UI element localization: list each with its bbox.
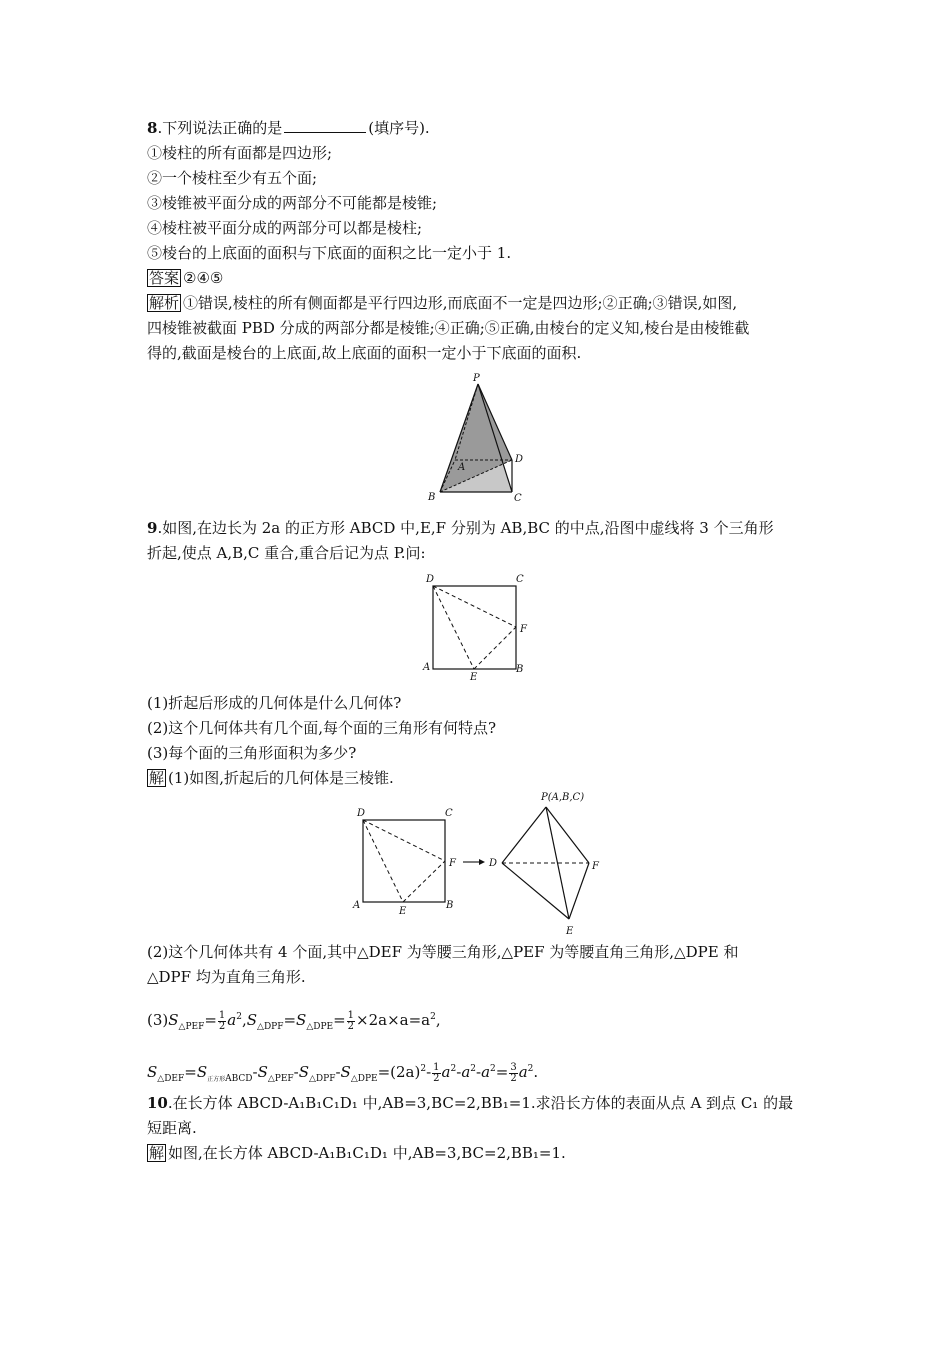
edge-fe	[569, 863, 589, 919]
label-f-tetra: F	[592, 861, 599, 872]
s-symbol: S	[296, 1011, 307, 1029]
q8-answer-value: ②④⑤	[183, 269, 224, 287]
q9-question-3: (3)每个面的三角形面积为多少?	[147, 744, 357, 762]
sub-abcd: ABCD	[225, 1074, 253, 1084]
denominator: 2	[433, 1072, 440, 1084]
a-var: a	[227, 1011, 237, 1029]
denominator: 2	[347, 1020, 355, 1032]
analysis-tag: 解析	[149, 294, 180, 312]
q10-stem-line-2: 短距离.	[147, 1119, 197, 1137]
s-symbol: S	[257, 1063, 268, 1081]
a-var: a	[518, 1063, 528, 1081]
square-abcd	[433, 586, 516, 669]
fold-de-2	[363, 820, 403, 902]
label-p: P	[473, 373, 480, 384]
half-fraction	[347, 1011, 355, 1032]
label-c: C	[445, 808, 453, 819]
q8-analysis-line-3: 得的,截面是棱台的上底面,故上底面的面积一定小于下底面的面积.	[147, 344, 582, 362]
label-d: D	[426, 574, 435, 585]
a-var: a	[481, 1063, 491, 1081]
sub-dpf: △DPF	[309, 1074, 336, 1084]
q9-stem-line-1	[147, 518, 774, 538]
numerator: 1	[347, 1009, 355, 1021]
half-fraction	[218, 1011, 226, 1032]
q9-solution-3-line-2	[147, 1056, 538, 1093]
fold-ef	[474, 627, 516, 669]
q10-solution	[147, 1143, 566, 1163]
label-e: E	[470, 672, 478, 683]
numerator: 1	[433, 1061, 440, 1073]
q8-stem-text: .下列说法正确的是	[157, 119, 283, 137]
label-b: B	[516, 664, 524, 675]
label-f: F	[520, 624, 527, 635]
fold-df	[433, 586, 516, 627]
square-exp: 2	[420, 1064, 427, 1074]
equals: =	[333, 1011, 346, 1029]
s-symbol: S	[168, 1011, 179, 1029]
fold-df-2	[363, 820, 445, 861]
s-symbol: S	[298, 1063, 310, 1081]
s-symbol: S	[147, 1063, 158, 1081]
label-d-tetra: D	[489, 858, 498, 869]
minus: -	[456, 1063, 462, 1081]
pyramid-figure	[420, 372, 530, 502]
half-fraction	[432, 1063, 440, 1084]
q9-solution-1	[147, 768, 394, 788]
square-exp: 2	[430, 1012, 436, 1022]
minus: -	[426, 1063, 432, 1081]
s-symbol: S	[340, 1063, 351, 1081]
q10-stem-line-1	[147, 1093, 793, 1113]
two-a-term: (2a)	[390, 1063, 421, 1081]
solution-tag: 解	[149, 1144, 165, 1162]
equals: =	[184, 1063, 197, 1081]
q9-stem-text-1: .如图,在边长为 2a 的正方形 ABCD 中,E,F 分别为 AB,BC 的中点,沿图中虚线将 3 个三角形	[157, 519, 774, 537]
a-var: a	[461, 1063, 471, 1081]
product-text: ×2a×a=a	[356, 1011, 431, 1029]
label-d: D	[515, 454, 524, 465]
denominator: 2	[510, 1072, 517, 1084]
q8-answer	[147, 268, 223, 288]
equals: =	[283, 1011, 297, 1029]
minus: -	[252, 1063, 258, 1081]
q8-analysis-text-1: ①错误,棱柱的所有侧面都是平行四边形,而底面不一定是四边形;②正确;③错误,如图,	[183, 294, 738, 312]
q9-question-1: (1)折起后形成的几何体是什么几何体?	[147, 694, 402, 712]
edge-pf	[546, 807, 589, 863]
sub-dpe: △DPE	[350, 1074, 378, 1084]
period: .	[533, 1063, 539, 1081]
square-exp: 2	[470, 1064, 476, 1074]
sol3-prefix: (3)	[147, 1011, 169, 1029]
sub-pef: △PEF	[178, 1022, 205, 1032]
square-exp: 2	[490, 1064, 496, 1074]
equals: =	[377, 1063, 391, 1081]
label-b: B	[428, 492, 436, 503]
label-c: C	[514, 493, 522, 504]
label-e: E	[399, 906, 407, 917]
arrow-head	[479, 859, 485, 865]
three-halves-fraction	[509, 1063, 517, 1084]
square-abcd-2	[363, 820, 445, 902]
q10-stem-text-1: .在长方体 ABCD-A₁B₁C₁D₁ 中,AB=3,BC=2,BB₁=1.求沿长方体的表面从点 A 到点 C₁ 的最	[167, 1094, 794, 1112]
comma: ,	[241, 1011, 247, 1029]
q9-solution-1-text: (1)如图,折起后的几何体是三棱锥.	[168, 769, 394, 787]
q10-solution-text: 如图,在长方体 ABCD-A₁B₁C₁D₁ 中,AB=3,BC=2,BB₁=1.	[168, 1144, 566, 1162]
numerator: 1	[218, 1009, 226, 1021]
fold-to-tetrahedron-figure	[345, 788, 615, 938]
minus: -	[476, 1063, 482, 1081]
a-var: a	[441, 1063, 451, 1081]
q8-option-2: ②一个棱柱至少有五个面;	[147, 169, 318, 187]
sub-dpe: △DPE	[306, 1022, 334, 1032]
fold-de	[433, 586, 474, 669]
q8-answer-blank	[284, 118, 366, 133]
sub-dpf: △DPF	[257, 1022, 284, 1032]
minus: -	[293, 1063, 299, 1081]
label-d: D	[357, 808, 366, 819]
sub-def: △DEF	[157, 1074, 185, 1084]
minus: -	[335, 1063, 341, 1081]
square-fold-figure	[420, 570, 535, 685]
q9-solution-2-line-1: (2)这个几何体共有 4 个面,其中△DEF 为等腰三角形,△PEF 为等腰直角三角形,△DPE 和	[147, 943, 739, 961]
label-e-tetra: E	[566, 926, 574, 937]
label-p: P(A,B,C)	[541, 792, 585, 803]
q8-stem	[147, 118, 430, 138]
label-a: A	[423, 662, 431, 673]
answer-tag: 答案	[149, 269, 180, 287]
numerator: 3	[510, 1061, 517, 1073]
sub-square-word: 正方形	[207, 1076, 226, 1083]
label-f: F	[449, 858, 456, 869]
q9-question-2: (2)这个几何体共有几个面,每个面的三角形有何特点?	[147, 719, 497, 737]
sub-square-abcd	[207, 1074, 252, 1084]
s-symbol: S	[246, 1011, 258, 1029]
q8-number: 8	[147, 119, 158, 137]
q8-analysis-line-1	[147, 293, 737, 313]
q9-solution-2-line-2: △DPF 均为直角三角形.	[147, 968, 306, 986]
q8-option-1: ①棱柱的所有面都是四边形;	[147, 144, 333, 162]
square-exp: 2	[450, 1064, 457, 1074]
square-exp: 2	[236, 1012, 242, 1022]
q9-solution-3-line-1	[147, 1004, 441, 1040]
sub-pef: △PEF	[267, 1074, 294, 1084]
label-a: A	[458, 462, 466, 473]
q8-stem-suffix: (填序号).	[368, 119, 430, 137]
q8-option-4: ④棱柱被平面分成的两部分可以都是棱柱;	[147, 219, 423, 237]
edge-dp	[502, 807, 546, 863]
q9-number: 9	[147, 519, 158, 537]
q8-analysis-line-2: 四棱锥被截面 PBD 分成的两部分都是棱锥;④正确;⑤正确,由棱台的定义知,棱台是由棱锥截	[147, 319, 750, 337]
q8-option-5: ⑤棱台的上底面的面积与下底面的面积之比一定小于 1.	[147, 244, 512, 262]
fold-ef-2	[403, 861, 445, 902]
comma: ,	[435, 1011, 441, 1029]
solution-tag: 解	[149, 769, 165, 787]
label-a: A	[353, 900, 361, 911]
q9-stem-line-2: 折起,使点 A,B,C 重合,重合后记为点 P.问:	[147, 544, 426, 562]
equals: =	[495, 1063, 509, 1081]
square-exp: 2	[527, 1064, 534, 1074]
q10-number: 10	[147, 1094, 168, 1112]
s-symbol: S	[196, 1063, 208, 1081]
label-b: B	[446, 900, 454, 911]
q8-option-3: ③棱锥被平面分成的两部分不可能都是棱锥;	[147, 194, 438, 212]
label-c: C	[516, 574, 524, 585]
denominator: 2	[218, 1020, 226, 1032]
equals: =	[204, 1011, 217, 1029]
